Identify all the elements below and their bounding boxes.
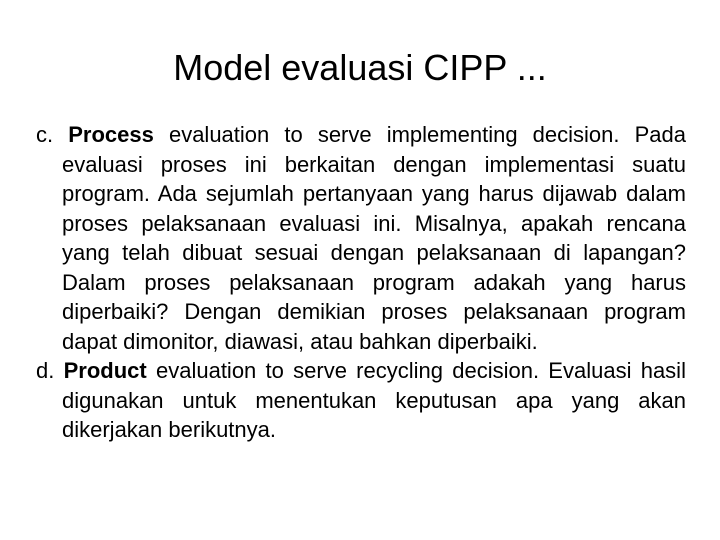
list-item-product — [36, 356, 686, 445]
item-marker: c. — [36, 122, 54, 147]
item-marker: d. — [36, 358, 55, 383]
item-term: Process — [68, 122, 154, 147]
item-text: Evaluasi hasil digunakan untuk menentukan keputusan apa yang akan dikerjakan berikutnya. — [62, 358, 686, 442]
item-lead: evaluation to serve implementing decision. — [153, 122, 620, 147]
list-item-process — [36, 120, 686, 356]
slide-body — [36, 120, 686, 445]
item-term: Product — [63, 358, 147, 383]
slide-title: Model evaluasi CIPP ... — [173, 47, 547, 88]
item-text: Pada evaluasi proses ini berkaitan dengan implementasi suatu program. Ada sejumlah pertanyaan yang harus dijawab dalam proses pelaksanaan evaluasi ini. Misalnya, apakah rencana yang telah dibuat sesuai dengan pelaksanaan di lapangan? Dalam proses pelaksanaan program adakah yang harus diperbaiki? Dengan demikian proses pelaksanaan program dapat dimonitor, diawasi, atau bahkan diperbaiki. — [62, 122, 686, 354]
item-lead: evaluation to serve recycling decision. — [146, 358, 540, 383]
